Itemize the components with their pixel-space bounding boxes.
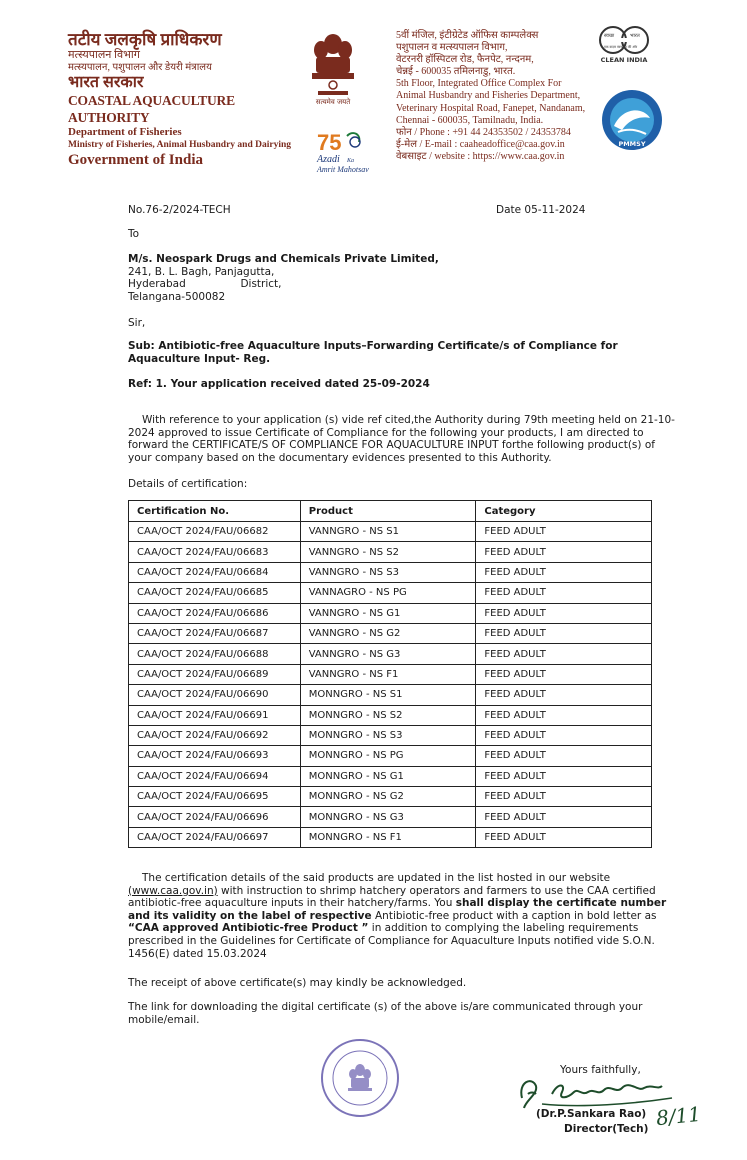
phone-line: फोन / Phone : +91 44 24353502 / 24353784 xyxy=(396,126,571,138)
cell-category: FEED ADULT xyxy=(476,807,652,827)
cell-category: FEED ADULT xyxy=(476,705,652,725)
cell-product: VANNGRO - NS G3 xyxy=(300,644,476,664)
address-hindi-line: चेन्नई - 600035 तमिलनाडु, भारत. xyxy=(396,66,516,78)
address-hindi-line: 5वीं मंजिल, इंटीग्रेटेड ऑफिस काम्पलेक्स xyxy=(396,30,539,41)
website-link[interactable]: (www.caa.gov.in) xyxy=(128,884,218,897)
cell-category: FEED ADULT xyxy=(476,542,652,562)
paragraph-certification-details xyxy=(128,872,667,960)
cell-category: FEED ADULT xyxy=(476,766,652,786)
table-row xyxy=(129,562,652,582)
details-label: Details of certification: xyxy=(128,478,248,490)
paragraph-line: The certification details of the said products are updated in the list hosted in our website xyxy=(142,872,611,884)
letterhead-address xyxy=(396,30,626,163)
paragraph-line xyxy=(128,884,656,898)
emblem-motto: सत्यमेव जयते xyxy=(315,98,351,106)
paragraph-line: prescribed in the Guidelines for Certificate of Compliance for Aquaculture Inputs notified vide S.O.N. xyxy=(128,934,655,947)
cell-certification-no: CAA/OCT 2024/FAU/06684 xyxy=(129,562,301,582)
paragraph-line: mobile/email. xyxy=(128,1013,200,1026)
government-name: Government of India xyxy=(68,152,203,168)
azadi-ka-amrit-mahotsav-logo-icon xyxy=(313,128,377,174)
cell-certification-no: CAA/OCT 2024/FAU/06685 xyxy=(129,583,301,603)
cell-product: MONNGRO - NS G3 xyxy=(300,807,476,827)
address-hindi-line: वेटरनरी हॉस्पिटल रोड, फैनपेट, नन्दनम, xyxy=(396,54,534,66)
cell-product: MONNGRO - NS S2 xyxy=(300,705,476,725)
table-row xyxy=(129,583,652,603)
certification-table xyxy=(128,500,652,848)
cell-category: FEED ADULT xyxy=(476,623,652,643)
table-row xyxy=(129,644,652,664)
paragraph-line xyxy=(128,922,648,935)
cell-product: VANNAGRO - NS PG xyxy=(300,583,476,603)
cell-product: MONNGRO - NS S1 xyxy=(300,685,476,705)
cell-category: FEED ADULT xyxy=(476,603,652,623)
national-emblem-icon xyxy=(306,30,360,108)
to-label: To xyxy=(128,228,140,240)
cell-certification-no: CAA/OCT 2024/FAU/06688 xyxy=(129,644,301,664)
subject-line: Sub: Antibiotic-free Aquaculture Inputs–Forwarding Certificate/s of Compliance for xyxy=(128,340,618,352)
addressee-district: District, xyxy=(240,278,282,291)
cell-certification-no: CAA/OCT 2024/FAU/06694 xyxy=(129,766,301,786)
table-header-row xyxy=(129,501,652,522)
address-english-line: 5th Floor, Integrated Office Complex For xyxy=(396,78,562,90)
cell-product: MONNGRO - NS F1 xyxy=(300,827,476,847)
svg-text:एक कदम स्वच्छता की ओर: एक कदम स्वच्छता की ओर xyxy=(604,45,638,49)
cell-category: FEED ADULT xyxy=(476,522,652,542)
svg-text:PMMSY: PMMSY xyxy=(618,140,646,148)
table-row xyxy=(129,766,652,786)
cell-product: VANNGRO - NS S3 xyxy=(300,562,476,582)
addressee-city: Hyderabad xyxy=(128,278,186,291)
paragraph-line: your company based on the documentary evidences presented to this Authority. xyxy=(128,451,552,464)
svg-text:स्वच्छ: स्वच्छ xyxy=(604,33,615,39)
certification-table-body xyxy=(129,522,652,848)
department-hindi: मत्स्यपालन विभाग xyxy=(68,49,140,61)
svg-text:भारत: भारत xyxy=(630,33,640,39)
cell-category: FEED ADULT xyxy=(476,827,652,847)
paragraph-line xyxy=(128,909,657,923)
addressee-state-line: Telangana-500082 xyxy=(128,290,226,303)
cell-category: FEED ADULT xyxy=(476,644,652,664)
paragraph-emphasis: shall display the certificate number xyxy=(455,897,667,910)
authority-name-hindi: तटीय जलकृषि प्राधिकरण xyxy=(68,30,222,49)
addressee-name: M/s. Neospark Drugs and Chemicals Private Limited, xyxy=(128,253,439,265)
table-row xyxy=(129,725,652,745)
ministry-name: Ministry of Fisheries, Animal Husbandry and Dairying xyxy=(68,140,292,150)
cell-certification-no: CAA/OCT 2024/FAU/06689 xyxy=(129,664,301,684)
paragraph-digital-certificate xyxy=(128,1001,648,1026)
closing: Yours faithfully, xyxy=(560,1064,641,1076)
paragraph-line: With reference to your application (s) vide ref cited,the Authority during 79th meeting held on 21-10- xyxy=(142,414,675,426)
svg-text:75: 75 xyxy=(317,130,342,155)
signatory-name: (Dr.P.Sankara Rao) xyxy=(536,1108,647,1120)
cell-category: FEED ADULT xyxy=(476,725,652,745)
table-row xyxy=(129,542,652,562)
salutation: Sir, xyxy=(128,317,146,329)
addressee-block xyxy=(128,253,648,303)
cell-product: MONNGRO - NS G1 xyxy=(300,766,476,786)
paragraph-text: Antibiotic-free product with a caption in bold letter as xyxy=(371,909,657,922)
cell-certification-no: CAA/OCT 2024/FAU/06696 xyxy=(129,807,301,827)
authority-seal-icon xyxy=(318,1036,402,1120)
pmmsy-logo-icon xyxy=(600,88,664,152)
paragraph-text: in addition to complying the labeling requirements xyxy=(368,922,639,935)
cell-certification-no: CAA/OCT 2024/FAU/06693 xyxy=(129,746,301,766)
letterhead-left xyxy=(68,30,308,170)
paragraph-approval xyxy=(128,414,675,464)
table-row xyxy=(129,623,652,643)
cell-category: FEED ADULT xyxy=(476,562,652,582)
table-row xyxy=(129,664,652,684)
svg-text:Azadi: Azadi xyxy=(317,154,340,165)
paragraph-line: The link for downloading the digital certificate (s) of the above is/are communicated through your xyxy=(128,1001,643,1013)
paragraph-line: forward the CERTIFICATE/S OF COMPLIANCE FOR AQUACULTURE INPUT forthe following product(s) of xyxy=(128,439,655,452)
table-row xyxy=(129,705,652,725)
paragraph-emphasis: and its validity on the label of respective xyxy=(128,909,372,922)
address-english-line: Chennai - 600035, Tamilnadu, India. xyxy=(396,114,544,126)
paragraph-acknowledgement: The receipt of above certificate(s) may kindly be acknowledged. xyxy=(128,977,467,989)
cell-category: FEED ADULT xyxy=(476,685,652,705)
cell-category: FEED ADULT xyxy=(476,787,652,807)
cell-category: FEED ADULT xyxy=(476,583,652,603)
table-row xyxy=(129,746,652,766)
cell-certification-no: CAA/OCT 2024/FAU/06695 xyxy=(129,787,301,807)
table-row xyxy=(129,522,652,542)
column-header-category: Category xyxy=(476,501,652,522)
cell-product: MONNGRO - NS G2 xyxy=(300,787,476,807)
caption-quote: “CAA approved Antibiotic-free Product ” xyxy=(128,922,369,935)
cell-certification-no: CAA/OCT 2024/FAU/06697 xyxy=(129,827,301,847)
address-hindi-line: पशुपालन व मत्स्यपालन विभाग, xyxy=(396,42,508,54)
department-name: Department of Fisheries xyxy=(68,126,182,138)
letter-date: Date 05-11-2024 xyxy=(496,204,586,216)
cell-product: MONNGRO - NS S3 xyxy=(300,725,476,745)
cell-certification-no: CAA/OCT 2024/FAU/06687 xyxy=(129,623,301,643)
paragraph-text: antibiotic-free aquaculture inputs in their hatchery/farms. You xyxy=(128,897,456,910)
table-row xyxy=(129,685,652,705)
cell-product: VANNGRO - NS S2 xyxy=(300,542,476,562)
table-row xyxy=(129,807,652,827)
paragraph-text: with instruction to shrimp hatchery operators and farmers to use the CAA certified xyxy=(217,884,656,897)
cell-certification-no: CAA/OCT 2024/FAU/06692 xyxy=(129,725,301,745)
column-header-certification-no: Certification No. xyxy=(129,501,301,522)
cell-product: MONNGRO - NS PG xyxy=(300,746,476,766)
cell-product: VANNGRO - NS S1 xyxy=(300,522,476,542)
clean-india-caption: CLEAN INDIA xyxy=(600,56,648,64)
authority-name: COASTAL AQUACULTURE AUTHORITY xyxy=(68,93,235,125)
signatory-title: Director(Tech) xyxy=(564,1123,649,1135)
column-header-product: Product xyxy=(300,501,476,522)
addressee-address-line: 241, B. L. Bagh, Panjagutta, xyxy=(128,265,275,278)
reference-line: Ref: 1. Your application received dated 25-09-2024 xyxy=(128,378,430,390)
email-line: ई-मेल / E-mail : caaheadoffice@caa.gov.in xyxy=(396,138,565,150)
table-row xyxy=(129,827,652,847)
svg-text:Amrit Mahotsav: Amrit Mahotsav xyxy=(317,165,369,174)
cell-certification-no: CAA/OCT 2024/FAU/06691 xyxy=(129,705,301,725)
paragraph-line: 2024 approved to issue Certificate of Compliance for the following your products, I am directed to xyxy=(128,426,644,439)
addressee-city-line xyxy=(128,278,648,291)
paragraph-line xyxy=(128,897,667,910)
subject-line: Aquaculture Input- Reg. xyxy=(128,352,271,365)
subject xyxy=(128,340,658,365)
reference-number: No.76-2/2024-TECH xyxy=(128,204,231,216)
svg-text:Ka: Ka xyxy=(347,158,355,164)
cell-certification-no: CAA/OCT 2024/FAU/06683 xyxy=(129,542,301,562)
government-hindi: भारत सरकार xyxy=(68,74,144,91)
ministry-hindi: मत्स्यपालन, पशुपालन और डेयरी मंत्रालय xyxy=(68,62,212,73)
address-english-line: Veterinary Hospital Road, Fanepet, Nandanam, xyxy=(396,102,586,114)
table-row xyxy=(129,603,652,623)
cell-category: FEED ADULT xyxy=(476,746,652,766)
table-row xyxy=(129,787,652,807)
address-english-line: Animal Husbandry and Fisheries Department, xyxy=(396,90,581,102)
cell-certification-no: CAA/OCT 2024/FAU/06690 xyxy=(129,685,301,705)
paragraph-line: 1456(E) dated 15.03.2024 xyxy=(128,947,267,960)
cell-certification-no: CAA/OCT 2024/FAU/06682 xyxy=(129,522,301,542)
cell-product: VANNGRO - NS G2 xyxy=(300,623,476,643)
cell-category: FEED ADULT xyxy=(476,664,652,684)
signature-date: 8/11 xyxy=(654,1101,703,1131)
website-line: वेबसाइट / website : https://www.caa.gov.in xyxy=(396,150,565,162)
cell-product: VANNGRO - NS F1 xyxy=(300,664,476,684)
cell-certification-no: CAA/OCT 2024/FAU/06686 xyxy=(129,603,301,623)
cell-product: VANNGRO - NS G1 xyxy=(300,603,476,623)
